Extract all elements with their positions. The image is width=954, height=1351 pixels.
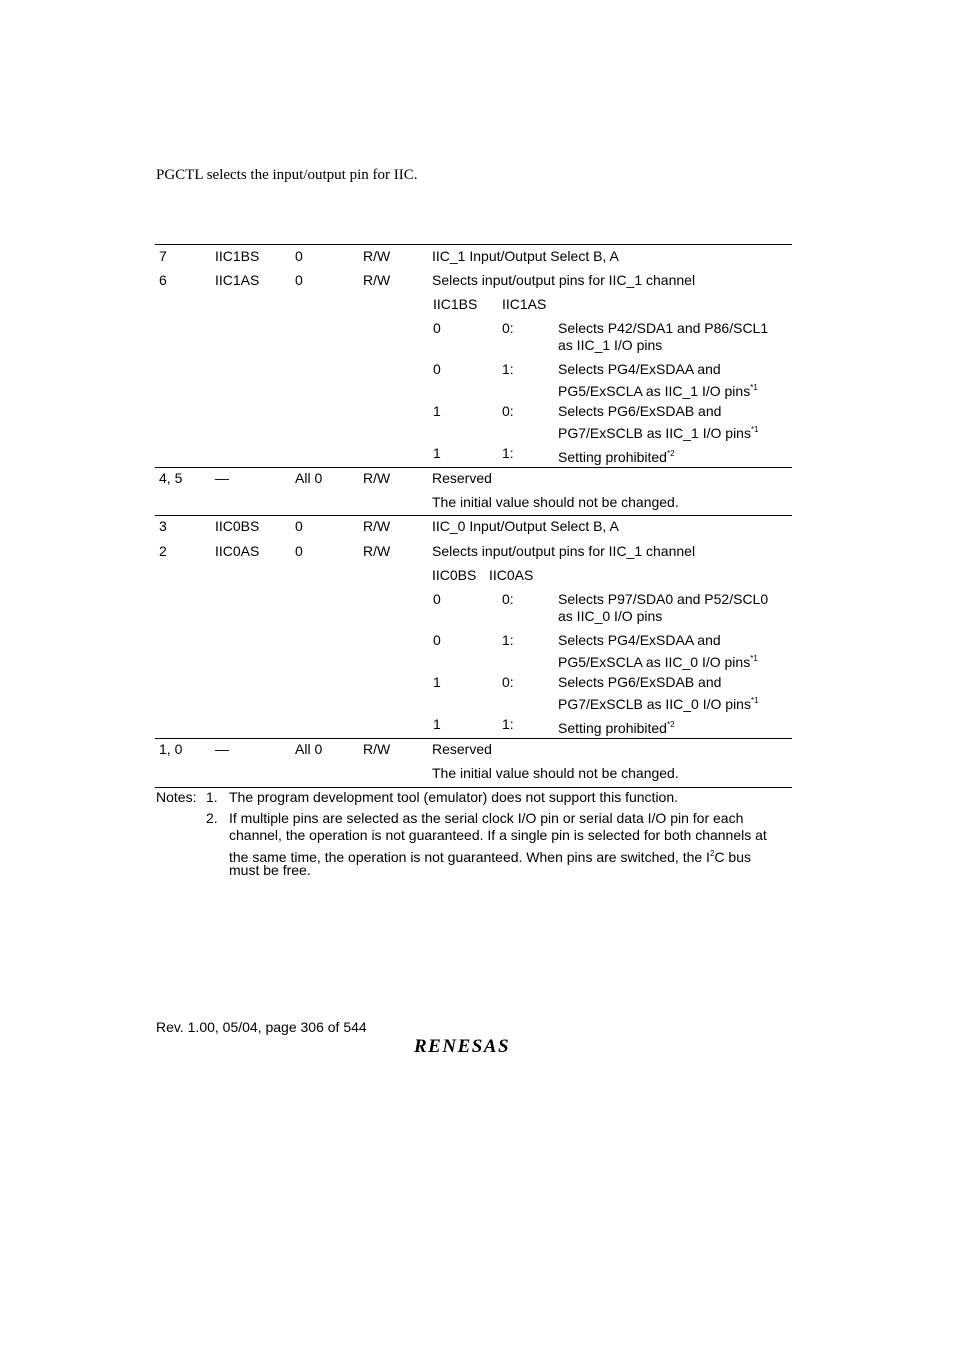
note-text: If multiple pins are selected as the serial clock I/O pin or serial data I/O pin for each bbox=[229, 810, 744, 826]
description: IIC_1 Input/Output Select B, A bbox=[432, 248, 619, 264]
sub-col-header-b: IIC1BS bbox=[433, 296, 478, 312]
intro-text: PGCTL selects the input/output pin for IIC. bbox=[156, 167, 418, 183]
sub-value-a: 0: bbox=[502, 674, 514, 690]
read-write: R/W bbox=[363, 518, 391, 534]
renesas-logo bbox=[414, 1036, 534, 1061]
read-write: R/W bbox=[363, 470, 391, 486]
note-text: must be free. bbox=[229, 862, 311, 878]
description: Selects input/output pins for IIC_1 channel bbox=[432, 543, 696, 559]
sub-col-header-b: IIC0BS bbox=[432, 567, 477, 583]
description: Reserved bbox=[432, 470, 492, 486]
sub-description: Selects P42/SDA1 and P86/SCL1 bbox=[558, 320, 769, 336]
bit-name: IIC0BS bbox=[215, 518, 260, 534]
sub-description: PG5/ExSCLA as IIC_0 I/O pins$^{*1}$ bbox=[558, 654, 758, 670]
initial-value: 0 bbox=[295, 248, 303, 264]
page-footer: Rev. 1.00, 05/04, page 306 of 544 bbox=[156, 1019, 367, 1035]
sub-value-a: 1: bbox=[502, 361, 514, 377]
table-rule bbox=[155, 467, 792, 468]
footnote-ref: *1 bbox=[750, 654, 758, 663]
bit-number: 7 bbox=[159, 248, 167, 264]
read-write: R/W bbox=[363, 543, 391, 559]
sub-col-header-a: IIC0AS bbox=[489, 567, 534, 583]
sub-description: Selects PG4/ExSDAA and bbox=[558, 632, 721, 648]
bit-name: IIC0AS bbox=[215, 543, 260, 559]
bit-number: 4, 5 bbox=[159, 470, 183, 486]
sub-description: Selects PG4/ExSDAA and bbox=[558, 361, 721, 377]
sub-value-a: 0: bbox=[502, 591, 514, 607]
sub-description: Selects PG6/ExSDAB and bbox=[558, 674, 722, 690]
description: Reserved bbox=[432, 741, 492, 757]
read-write: R/W bbox=[363, 272, 391, 288]
bit-name: — bbox=[215, 741, 229, 757]
note-text: The program development tool (emulator) does not support this function. bbox=[229, 789, 679, 805]
bit-number: 1, 0 bbox=[159, 741, 183, 757]
sub-value-a: 1: bbox=[502, 445, 514, 461]
initial-value: All 0 bbox=[295, 741, 323, 757]
bit-name: — bbox=[215, 470, 229, 486]
footnote-ref: *2 bbox=[666, 720, 675, 729]
footnote-ref: *2 bbox=[666, 449, 675, 458]
sub-value-b: 0 bbox=[433, 632, 441, 648]
sub-value-b: 1 bbox=[433, 716, 441, 732]
table-rule bbox=[155, 515, 792, 516]
initial-value: 0 bbox=[295, 543, 303, 559]
footnote-ref: *1 bbox=[750, 696, 759, 705]
sub-col-header-a: IIC1AS bbox=[502, 296, 547, 312]
description-note: The initial value should not be changed. bbox=[432, 494, 679, 510]
sub-value-b: 0 bbox=[433, 591, 441, 607]
sub-value-b: 1 bbox=[433, 403, 441, 419]
sub-value-b: 1 bbox=[433, 674, 441, 690]
description: IIC_0 Input/Output Select B, A bbox=[432, 518, 619, 534]
footnote-ref: *1 bbox=[750, 383, 758, 392]
note-text: channel, the operation is not guaranteed. If a single pin is selected for both channels at bbox=[229, 827, 767, 843]
description: Selects input/output pins for IIC_1 channel bbox=[432, 272, 696, 288]
bit-name: IIC1BS bbox=[215, 248, 260, 264]
sub-description: Setting prohibited$^{*2}$ bbox=[558, 720, 675, 736]
sub-description: Selects P97/SDA0 and P52/SCL0 bbox=[558, 591, 769, 607]
initial-value: 0 bbox=[295, 272, 303, 288]
footnote-ref: *1 bbox=[750, 425, 759, 434]
sub-value-b: 0 bbox=[433, 320, 441, 336]
bit-number: 6 bbox=[159, 272, 167, 288]
sub-value-a: 1: bbox=[502, 632, 514, 648]
read-write: R/W bbox=[363, 741, 391, 757]
notes-label: Notes: bbox=[156, 789, 197, 805]
bit-number: 3 bbox=[159, 518, 167, 534]
sub-value-a: 0: bbox=[502, 320, 514, 336]
bit-number: 2 bbox=[159, 543, 167, 559]
logo-text: RENESAS bbox=[414, 1036, 511, 1056]
sub-value-a: 1: bbox=[502, 716, 514, 732]
note-number: 2. bbox=[206, 810, 218, 826]
sub-description: as IIC_0 I/O pins bbox=[558, 608, 663, 624]
note-text: the same time, the operation is not guaranteed. When pins are switched, the $I^2C$ bus bbox=[229, 849, 751, 865]
sub-description: PG7/ExSCLB as IIC_0 I/O pins$^{*1}$ bbox=[558, 696, 759, 712]
sub-description: Selects PG6/ExSDAB and bbox=[558, 403, 722, 419]
sub-value-a: 0: bbox=[502, 403, 514, 419]
read-write: R/W bbox=[363, 248, 391, 264]
bit-name: IIC1AS bbox=[215, 272, 260, 288]
description-note: The initial value should not be changed. bbox=[432, 765, 679, 781]
sub-description: PG5/ExSCLA as IIC_1 I/O pins$^{*1}$ bbox=[558, 383, 758, 399]
sub-description: as IIC_1 I/O pins bbox=[558, 337, 663, 353]
sub-value-b: 0 bbox=[433, 361, 441, 377]
initial-value: 0 bbox=[295, 518, 303, 534]
table-rule bbox=[155, 738, 792, 739]
table-rule-bottom bbox=[155, 787, 792, 788]
initial-value: All 0 bbox=[295, 470, 323, 486]
sub-description: Setting prohibited$^{*2}$ bbox=[558, 449, 675, 465]
table-rule-top bbox=[155, 244, 792, 245]
note-number: 1. bbox=[206, 789, 218, 805]
sub-description: PG7/ExSCLB as IIC_1 I/O pins$^{*1}$ bbox=[558, 425, 759, 441]
sub-value-b: 1 bbox=[433, 445, 441, 461]
